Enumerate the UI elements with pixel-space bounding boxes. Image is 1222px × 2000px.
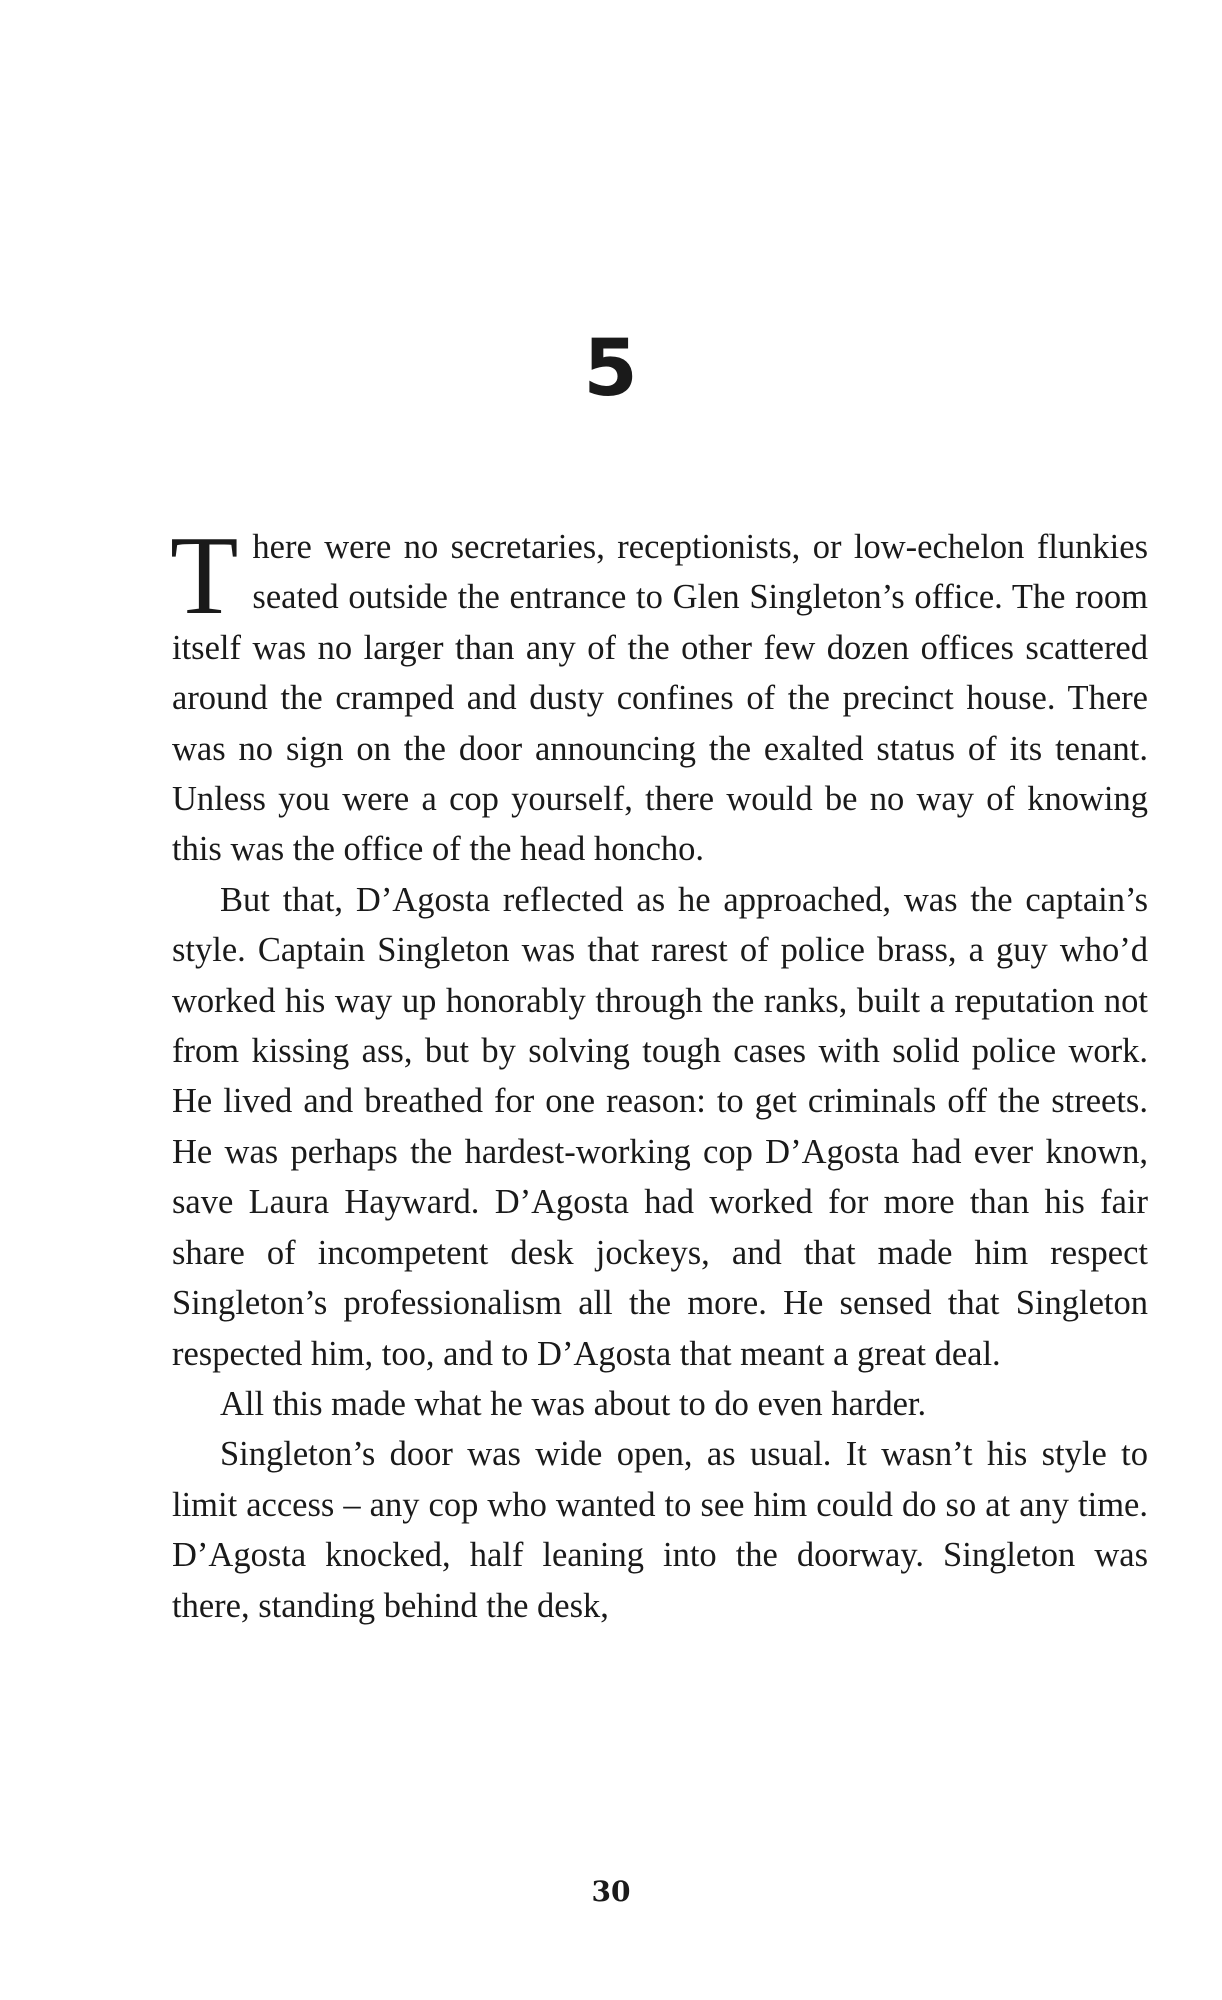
page-number: 30	[591, 1875, 631, 1908]
paragraph: But that, D’Agosta reflected as he approached, was the captain’s style. Captain Singleton was that rarest of police brass, a guy who’d worked his way up honorably through the ranks, built a reputation not from kissing ass, but by solving tough cases with solid police work. He lived and breathed for one reason: to get criminals off the streets. He was perhaps the hardest-working cop D’Agosta had ever known, save Laura Hayward. D’Agosta had worked for more than his fair share of incompetent desk jockeys, and that made him respect Singleton’s professionalism all the more. He sensed that Singleton respected him, too, and to D’Agosta that meant a great deal.	[172, 880, 1148, 1373]
drop-cap: T	[170, 514, 239, 638]
body-text	[170, 514, 1148, 1631]
paragraph	[170, 514, 1148, 875]
paragraph: Singleton’s door was wide open, as usual. It wasn’t his style to limit access – any cop who wanted to see him could do so at any time. D’Agosta knocked, half leaning into the doorway. Singleton was there, standing behind the desk,	[172, 1435, 1148, 1625]
chapter-number: 5	[583, 324, 639, 414]
paragraph: All this made what he was about to do even harder.	[220, 1384, 927, 1423]
paragraph-text: here were no secretaries, receptionists, or low-echelon flunkies seated outside the entrance to Glen Singleton’s office. The room itself was no larger than any of the other few dozen offices scattered around the cramped and dusty confines of the precinct house. There was no sign on the door announcing the exalted status of its tenant. Unless you were a cop yourself, there would be no way of knowing this was the office of the head honcho.	[172, 528, 1148, 869]
